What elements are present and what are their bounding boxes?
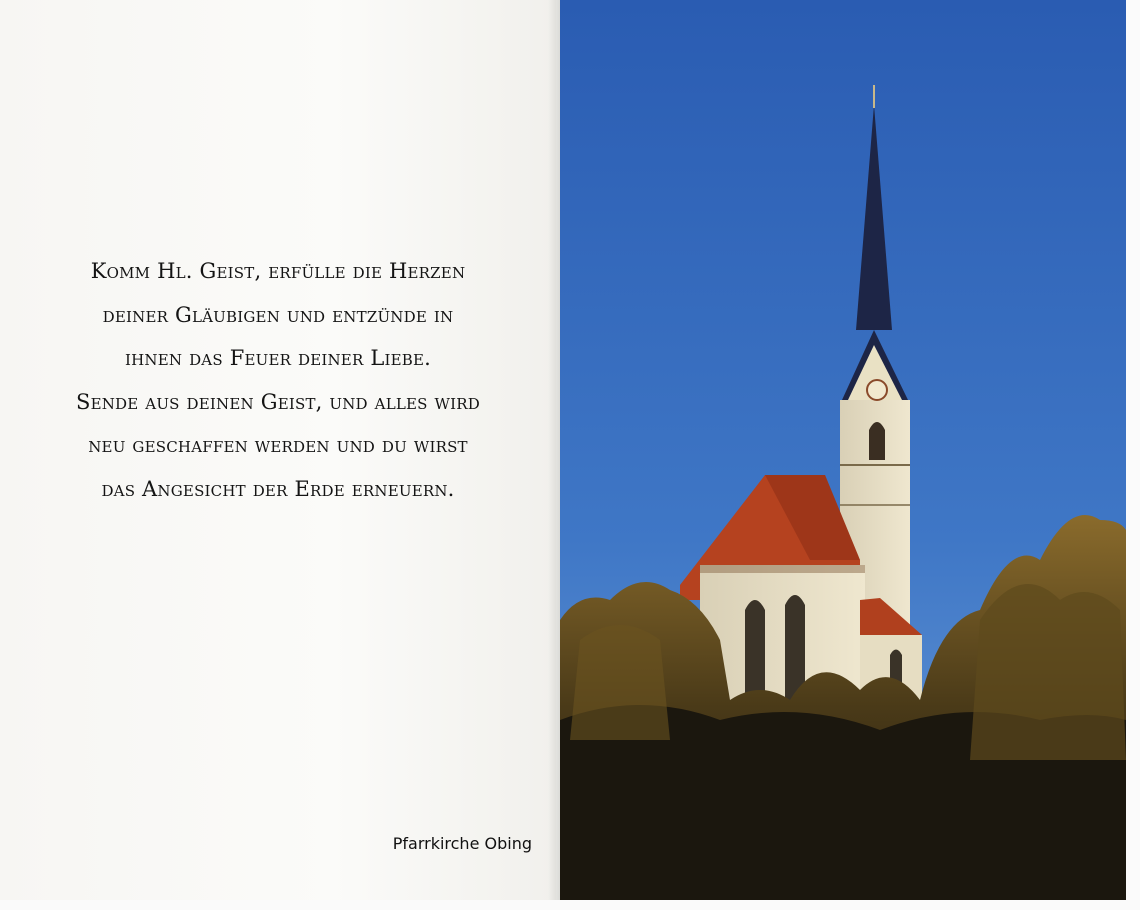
prayer-line: neu geschaffen werden und du wirst xyxy=(88,433,468,457)
photo-caption: Pfarrkirche Obing xyxy=(392,834,532,853)
card-fold xyxy=(548,0,560,900)
scan-margin-bottom xyxy=(0,900,1140,910)
clock-icon xyxy=(867,380,887,400)
prayer-line: ihnen das Feuer deiner Liebe. xyxy=(125,346,431,370)
church-photo xyxy=(560,0,1126,900)
scan-margin-right xyxy=(1126,0,1140,900)
prayer-line: das Angesicht der Erde erneuern. xyxy=(101,476,455,501)
prayer-line: deiner Gläubigen und entzünde in xyxy=(102,302,454,327)
prayer-line: Komm Hl. Geist, erfülle die Herzen xyxy=(90,259,466,283)
prayer-line: Sende aus deinen Geist, und alles wird xyxy=(76,389,480,414)
prayer-text xyxy=(20,250,536,511)
church-illustration xyxy=(560,0,1126,900)
